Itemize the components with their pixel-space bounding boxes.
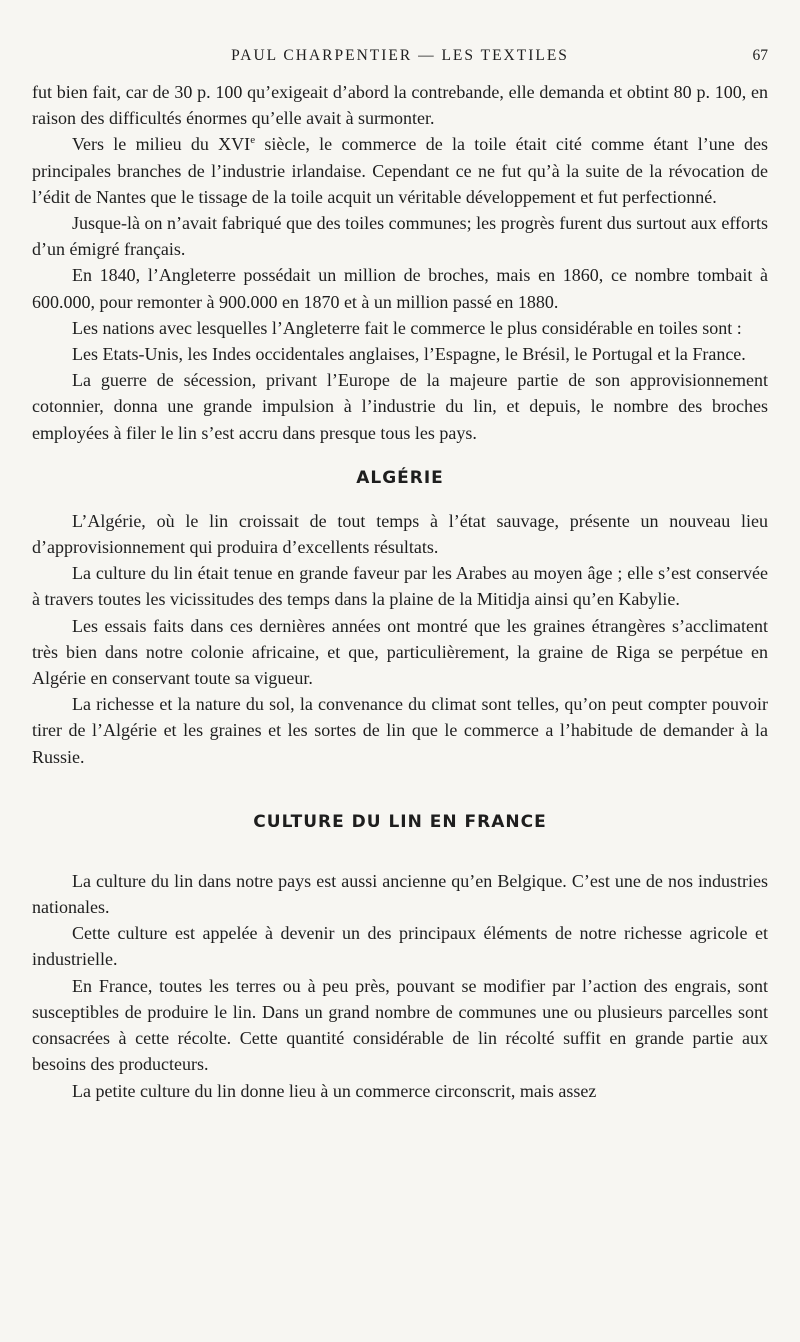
paragraph-france-soil: En France, toutes les terres ou à peu près, pouvant se modifier par l’action des engrais, sont susceptibles de produire le lin. Dans un grand nombre de communes une ou plusieurs parcelles sont consacrées à cette récolte. Cette quantité considérable de lin récolté suffit en grande partie aux besoins des producteurs. (32, 975, 768, 1075)
paragraph-algeria-seeds: Les essais faits dans ces dernières années ont montré que les graines étrangères s’acclimatent très bien dans notre colonie africaine, et que, particulièrement, la graine de Riga se perpétue en Algérie en conservant toute sa vigueur. (32, 615, 768, 689)
paragraph-irish-linen (32, 131, 768, 210)
paragraph-spindles: En 1840, l’Angleterre possédait un million de broches, mais en 1860, ce nombre tombait à 600.000, pour remonter à 900.000 en 1870 et à un million passé en 1880. (32, 265, 768, 312)
paragraph-continuation: fut bien fait, car de 30 p. 100 qu’exigeait d’abord la contrebande, elle demanda et obtint 80 p. 100, en raison des difficultés énormes qu’elle avait à surmonter. (32, 82, 768, 129)
running-header (32, 42, 768, 70)
section-heading-culture-france: CULTURE DU LIN EN FRANCE (253, 811, 547, 832)
paragraph-trading-nations: Les nations avec lesquelles l’Angleterre fait le commerce le plus considérable en toiles sont : (72, 317, 742, 338)
paragraph-algeria-arabs: La culture du lin était tenue en grande faveur par les Arabes au moyen âge ; elle s’est conservée à travers toutes les vicissitudes des temps dans la plaine de la Mitidja ainsi qu’en Kabylie. (32, 563, 768, 610)
paragraph-small-culture: La petite culture du lin donne lieu à un commerce circonscrit, mais assez (72, 1080, 597, 1101)
century-superscript: e (250, 134, 256, 147)
paragraph-france-ancient: La culture du lin dans notre pays est aussi ancienne qu’en Belgique. C’est une de nos industries nationales. (32, 870, 768, 918)
paragraph-irish-linen-rest: siècle, le commerce de la toile était cité comme étant l’une des principales branches de l’industrie irlandaise. Cependant ce ne fut qu’à la suite de la révocation de l’édit de Nantes que le tissage de la toile acquit un véritable développement et fut perfectionné. (32, 134, 769, 207)
section-heading-algerie: ALGÉRIE (356, 467, 444, 488)
paragraph-algeria-intro: L’Algérie, où le lin croissait de tout temps à l’état sauvage, présente un nouveau lieu d’approvisionnement qui produira d’excellents résultats. (32, 510, 768, 558)
paragraph-algeria-soil: La richesse et la nature du sol, la convenance du climat sont telles, qu’on peut compter pouvoir tirer de l’Algérie et les graines et les sortes de lin que le commerce a l’habitude de demander à la Russie. (32, 694, 768, 767)
body-text (32, 79, 768, 1104)
paragraph-nations-list: Les Etats-Unis, les Indes occidentales anglaises, l’Espagne, le Brésil, le Portugal et la France. (72, 344, 746, 365)
paragraph-common-cloth: Jusque-là on n’avait fabriqué que des toiles communes; les progrès furent dus surtout aux efforts d’un émigré français. (32, 213, 768, 260)
page-number: 67 (752, 47, 768, 64)
paragraph-irish-linen-start: Vers le milieu du XVI (72, 134, 251, 155)
running-title: PAUL CHARPENTIER — LES TEXTILES (231, 47, 569, 64)
book-page (32, 42, 768, 1104)
paragraph-france-wealth: Cette culture est appelée à devenir un des principaux éléments de notre richesse agricole et industrielle. (32, 923, 768, 970)
paragraph-secession-war: La guerre de sécession, privant l’Europe de la majeure partie de son approvisionnement cotonnier, donna une grande impulsion à l’industrie du lin, et depuis, le nombre des broches employées à filer le lin s’est accru dans presque tous les pays. (32, 370, 768, 443)
